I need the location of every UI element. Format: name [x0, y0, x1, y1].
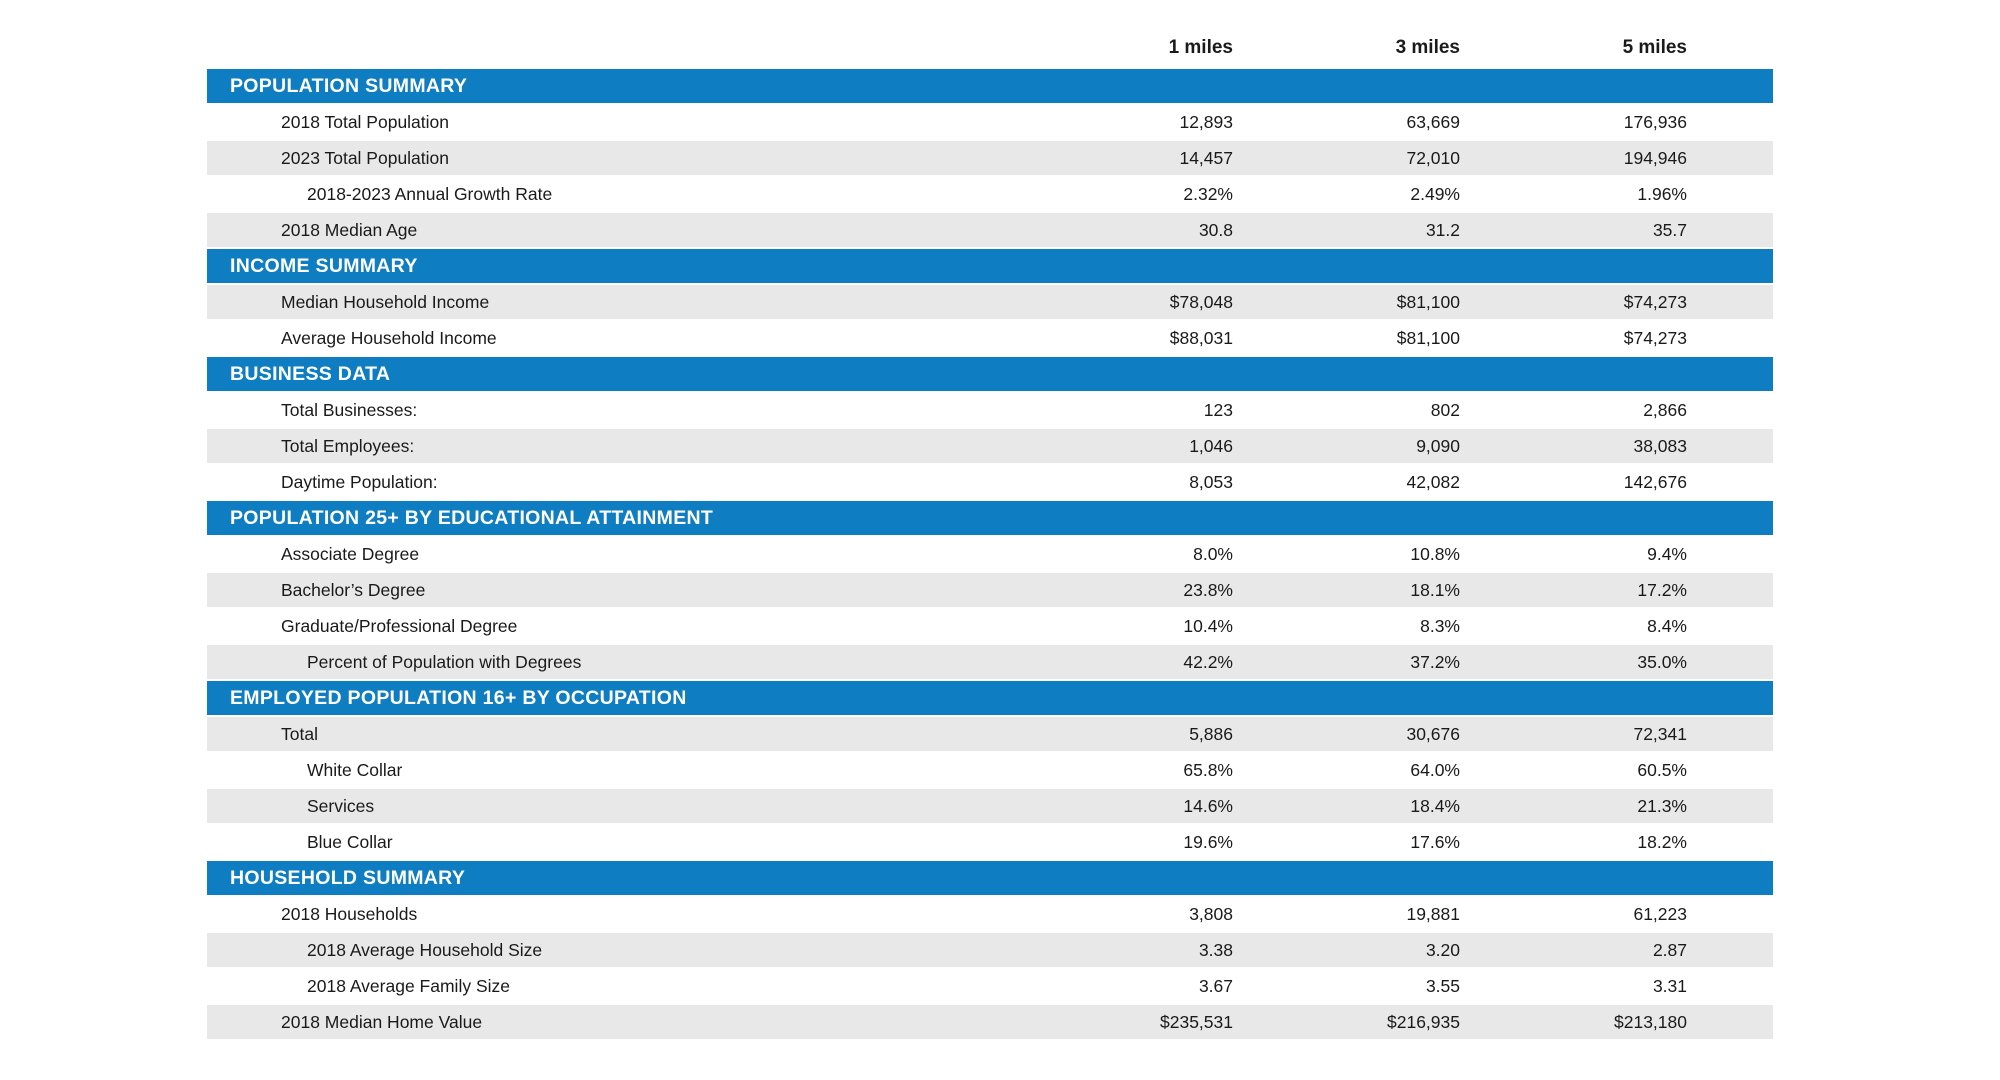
- table-row: [207, 789, 1773, 823]
- value-cell: 2.49%: [1410, 183, 1460, 204]
- row-label: Total Businesses:: [281, 399, 418, 420]
- value-cell: 3.55: [1425, 975, 1460, 996]
- value-cell: 2,866: [1643, 399, 1687, 420]
- table-row: [207, 933, 1773, 967]
- value-cell: 3.20: [1425, 939, 1460, 960]
- value-cell: 142,676: [1623, 471, 1687, 492]
- value-cell: 17.2%: [1637, 579, 1687, 600]
- row-label: 2023 Total Population: [281, 147, 450, 168]
- value-cell: 123: [1203, 399, 1233, 420]
- row-label: 2018 Households: [281, 903, 418, 924]
- row-label: White Collar: [307, 759, 403, 780]
- value-cell: 1,046: [1189, 435, 1233, 456]
- value-cell: $235,531: [1160, 1011, 1233, 1032]
- value-cell: 18.1%: [1410, 579, 1460, 600]
- value-cell: 1.96%: [1637, 183, 1687, 204]
- table-row: [207, 645, 1773, 679]
- table-row: [207, 429, 1773, 463]
- value-cell: 14.6%: [1183, 795, 1233, 816]
- value-cell: 19,881: [1406, 903, 1460, 924]
- row-label: Blue Collar: [307, 831, 393, 852]
- row-label: Associate Degree: [281, 543, 420, 564]
- section-title: BUSINESS DATA: [230, 362, 391, 385]
- table-row: [207, 897, 1773, 931]
- section-title: POPULATION SUMMARY: [230, 74, 468, 97]
- value-cell: 37.2%: [1410, 651, 1460, 672]
- row-label: Daytime Population:: [281, 471, 438, 492]
- value-cell: 10.8%: [1410, 543, 1460, 564]
- table-row: [207, 465, 1773, 499]
- table-row: [207, 321, 1773, 355]
- section-header: [207, 69, 1773, 103]
- value-cell: 72,341: [1633, 723, 1687, 744]
- value-cell: 9,090: [1416, 435, 1460, 456]
- value-cell: 3.67: [1198, 975, 1233, 996]
- value-cell: 5,886: [1189, 723, 1233, 744]
- value-cell: $81,100: [1396, 327, 1460, 348]
- value-cell: 30.8: [1198, 219, 1233, 240]
- value-cell: 72,010: [1406, 147, 1460, 168]
- column-header-5-miles: 5 miles: [1622, 36, 1687, 58]
- table-row: [207, 969, 1773, 1003]
- value-cell: 12,893: [1179, 111, 1233, 132]
- value-cell: 18.2%: [1637, 831, 1687, 852]
- value-cell: 38,083: [1633, 435, 1687, 456]
- value-cell: 19.6%: [1183, 831, 1233, 852]
- table-row: [207, 285, 1773, 319]
- row-label: 2018 Median Age: [281, 219, 418, 240]
- value-cell: 35.7: [1652, 219, 1687, 240]
- value-cell: 194,946: [1623, 147, 1687, 168]
- section-header: [207, 861, 1773, 895]
- row-label: Average Household Income: [281, 327, 497, 348]
- column-header-3-miles: 3 miles: [1395, 36, 1460, 58]
- value-cell: 8,053: [1189, 471, 1233, 492]
- table-row: [207, 825, 1773, 859]
- value-cell: 61,223: [1633, 903, 1687, 924]
- column-header-row: [207, 26, 1773, 69]
- value-cell: 2.32%: [1183, 183, 1233, 204]
- value-cell: 31.2: [1425, 219, 1460, 240]
- value-cell: 35.0%: [1637, 651, 1687, 672]
- value-cell: 17.6%: [1410, 831, 1460, 852]
- table-row: [207, 753, 1773, 787]
- row-label: 2018 Total Population: [281, 111, 450, 132]
- section-title: INCOME SUMMARY: [230, 254, 418, 277]
- value-cell: $81,100: [1396, 291, 1460, 312]
- column-header-1-miles: 1 miles: [1168, 36, 1233, 58]
- value-cell: 42,082: [1406, 471, 1460, 492]
- table-row: [207, 609, 1773, 643]
- section-title: POPULATION 25+ BY EDUCATIONAL ATTAINMENT: [230, 506, 714, 529]
- table-row: [207, 105, 1773, 139]
- section-header: [207, 249, 1773, 283]
- value-cell: 9.4%: [1647, 543, 1687, 564]
- table-row: [207, 141, 1773, 175]
- value-cell: 63,669: [1406, 111, 1460, 132]
- value-cell: 8.4%: [1647, 615, 1687, 636]
- table-row: [207, 537, 1773, 571]
- row-label: 2018 Median Home Value: [281, 1011, 483, 1032]
- value-cell: $88,031: [1169, 327, 1233, 348]
- value-cell: 8.3%: [1420, 615, 1460, 636]
- table-row: [207, 177, 1773, 211]
- row-label: Total Employees:: [281, 435, 415, 456]
- table-row: [207, 213, 1773, 247]
- value-cell: 3,808: [1189, 903, 1233, 924]
- section-title: HOUSEHOLD SUMMARY: [230, 866, 466, 889]
- row-label: Bachelor’s Degree: [281, 579, 426, 600]
- value-cell: $216,935: [1387, 1011, 1460, 1032]
- value-cell: $213,180: [1614, 1011, 1687, 1032]
- value-cell: 18.4%: [1410, 795, 1460, 816]
- row-label: Services: [307, 795, 375, 816]
- value-cell: 10.4%: [1183, 615, 1233, 636]
- value-cell: 176,936: [1623, 111, 1687, 132]
- row-label: 2018 Average Family Size: [307, 975, 510, 996]
- value-cell: 64.0%: [1410, 759, 1460, 780]
- section-header: [207, 681, 1773, 715]
- table-row: [207, 573, 1773, 607]
- row-label: 2018-2023 Annual Growth Rate: [307, 183, 553, 204]
- table-row: [207, 393, 1773, 427]
- value-cell: 3.38: [1198, 939, 1233, 960]
- row-label: Percent of Population with Degrees: [307, 651, 582, 672]
- value-cell: 65.8%: [1183, 759, 1233, 780]
- value-cell: 21.3%: [1637, 795, 1687, 816]
- table-row: [207, 1005, 1773, 1039]
- value-cell: 42.2%: [1183, 651, 1233, 672]
- row-label: Total: [281, 723, 318, 744]
- demographics-table: [207, 26, 1773, 1041]
- row-label: Median Household Income: [281, 291, 490, 312]
- row-label: 2018 Average Household Size: [307, 939, 543, 960]
- value-cell: 30,676: [1406, 723, 1460, 744]
- value-cell: $74,273: [1623, 291, 1687, 312]
- section-header: [207, 501, 1773, 535]
- value-cell: 802: [1430, 399, 1460, 420]
- value-cell: 14,457: [1179, 147, 1233, 168]
- value-cell: $78,048: [1169, 291, 1233, 312]
- value-cell: 23.8%: [1183, 579, 1233, 600]
- section-title: EMPLOYED POPULATION 16+ BY OCCUPATION: [230, 686, 687, 709]
- value-cell: $74,273: [1623, 327, 1687, 348]
- value-cell: 8.0%: [1193, 543, 1233, 564]
- value-cell: 60.5%: [1637, 759, 1687, 780]
- value-cell: 3.31: [1652, 975, 1687, 996]
- row-label: Graduate/Professional Degree: [281, 615, 518, 636]
- section-header: [207, 357, 1773, 391]
- value-cell: 2.87: [1652, 939, 1687, 960]
- table-row: [207, 717, 1773, 751]
